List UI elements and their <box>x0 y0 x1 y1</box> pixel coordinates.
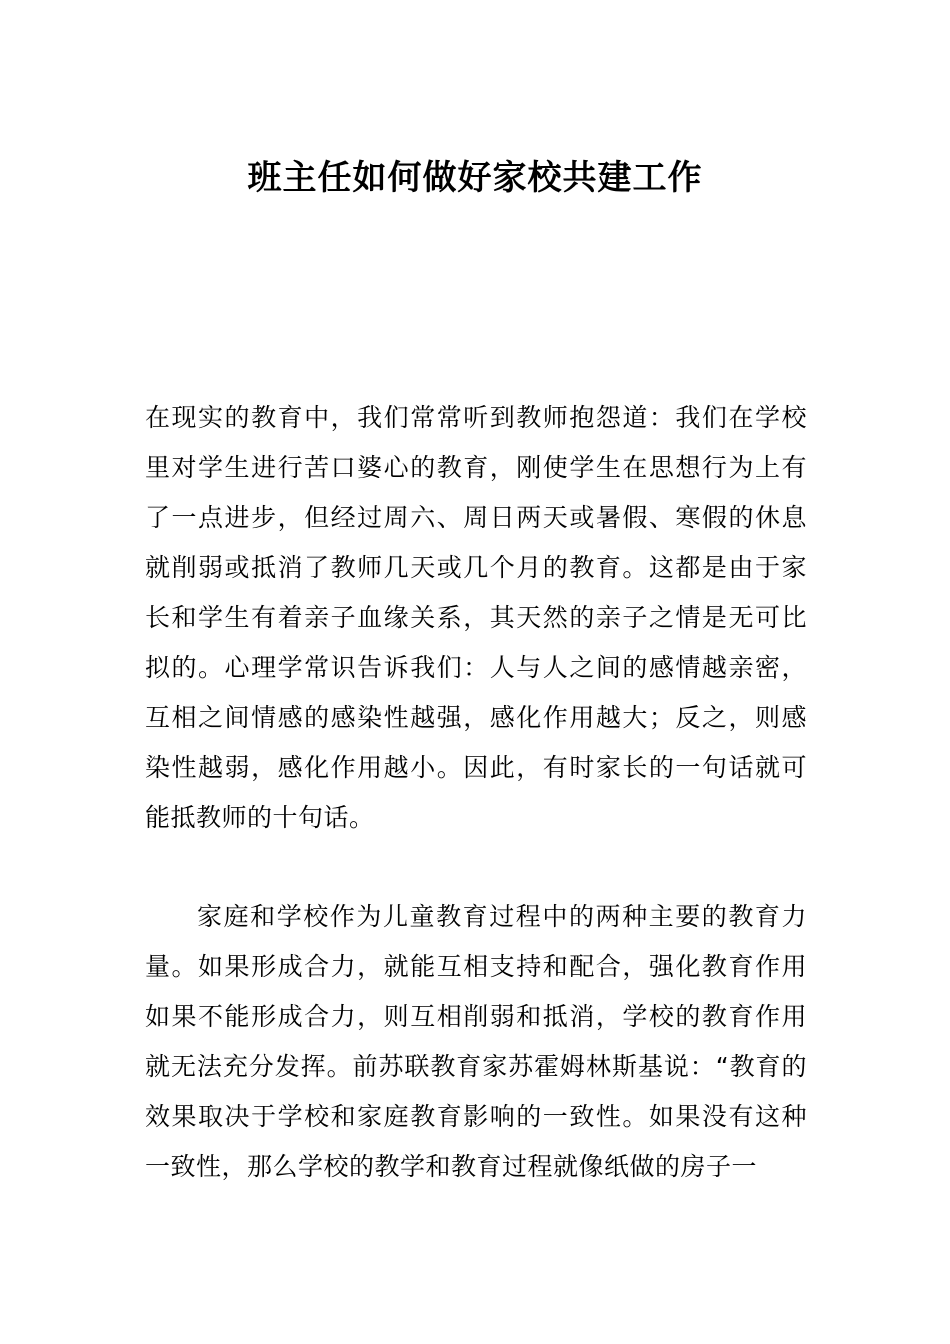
paragraph: 家庭和学校作为儿童教育过程中的两种主要的教育力量。如果形成合力，就能互相支持和配合，强化教育作用如果不能形成合力，则互相削弱和抵消，学校的教育作用就无法充分发挥。前苏联教育家苏霍姆林斯基说：“教育的效果取决于学校和家庭教育影响的一致性。如果没有这种一致性，那么学校的教学和教育过程就像纸做的房子一 <box>145 902 807 1181</box>
paragraph: 在现实的教育中，我们常常听到教师抱怨道：我们在学校里对学生进行苦口婆心的教育，刚使学生在思想行为上有了一点进步，但经过周六、周日两天或暑假、寒假的休息就削弱或抵消了教师几天或几个月的教育。这都是由于家长和学生有着亲子血缘关系，其天然的亲子之情是无可比拟的。心理学常识告诉我们：人与人之间的感情越亲密，互相之间情感的感染性越强，感化作用越大；反之，则感染性越弱，感化作用越小。因此，有时家长的一句话就可能抵教师的十句话。 <box>145 403 807 832</box>
document-title: 班主任如何做好家校共建工作 <box>247 158 703 198</box>
